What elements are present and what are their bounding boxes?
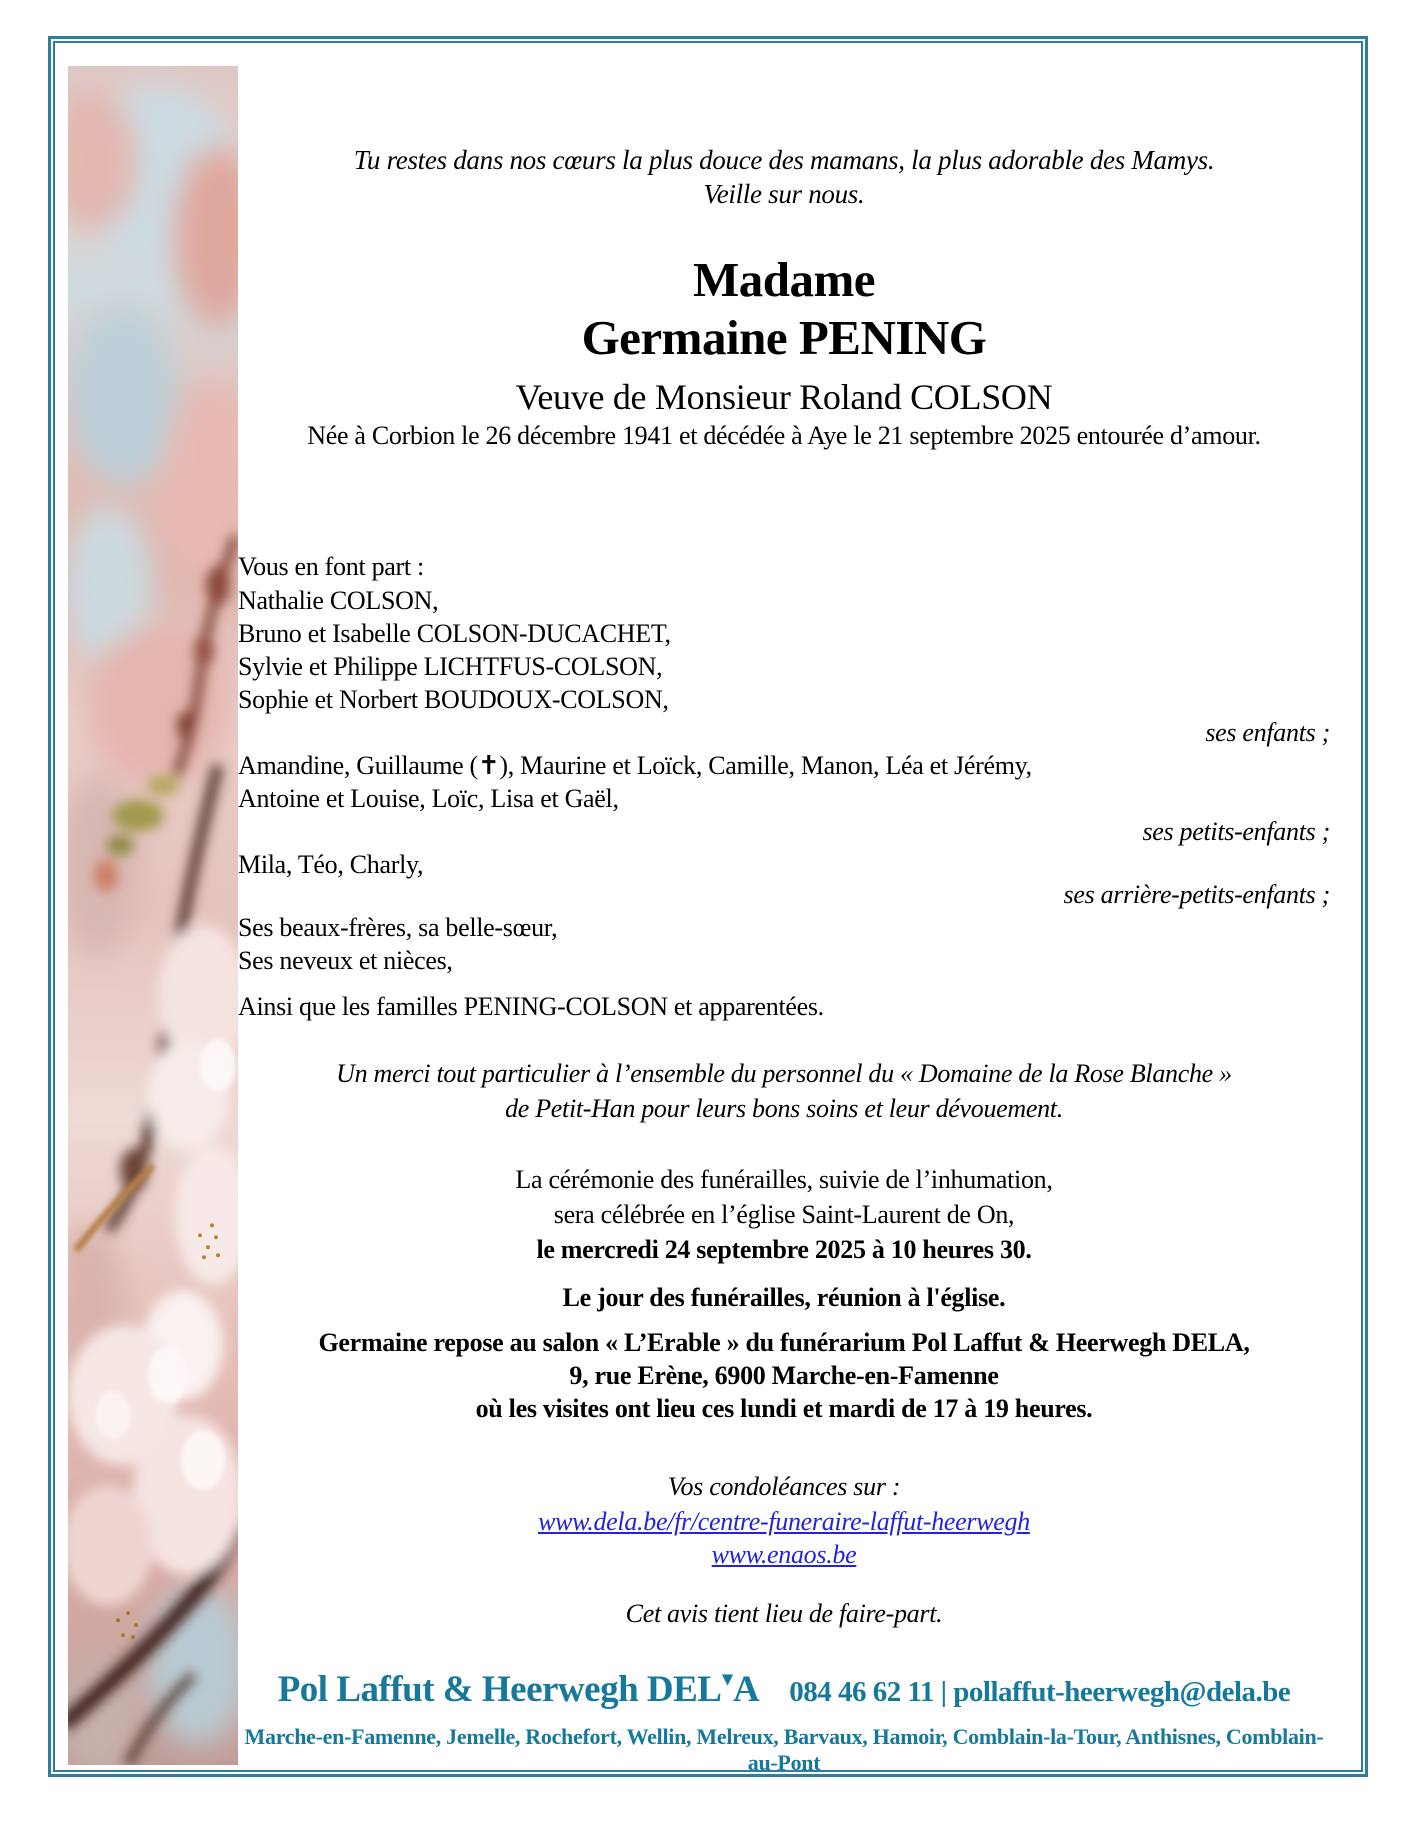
ceremony-reunion-line: Le jour des funérailles, réunion à l'église. (562, 1283, 1006, 1312)
condolences-link2-row (238, 1538, 1330, 1571)
condolences-label: Vos condoléances sur : (667, 1472, 901, 1501)
relatives-line2: Ses neveux et nièces, (238, 946, 453, 975)
dela-logo-mark: ▾ (722, 1668, 733, 1690)
repose-line3: où les visites ont lieu ces lundi et mardi de 17 à 19 heures. (475, 1394, 1093, 1423)
ceremony-line1: La cérémonie des funérailles, suivie de l’inhumation, (515, 1165, 1053, 1194)
deceased-name: Germaine PENING (581, 310, 987, 365)
thanks-line2: de Petit-Han pour leurs bons soins et leur dévouement. (505, 1094, 1063, 1123)
repose-line1: Germaine repose au salon « L’Erable » du funérarium Pol Laffut & Heerwegh DELA, (318, 1328, 1250, 1357)
grandchildren-line: Antoine et Louise, Loïc, Lisa et Gaël, (238, 784, 619, 813)
life-dates-line: Née à Corbion le 26 décembre 1941 et décédée à Aye le 21 septembre 2025 entourée d’amour. (307, 421, 1261, 450)
enaos-link[interactable]: www.enaos.be (711, 1540, 857, 1569)
condolences-link1-row (238, 1505, 1330, 1538)
relatives-line1: Ses beaux-frères, sa belle-sœur, (238, 913, 558, 942)
grandchildren-label: ses petits-enfants ; (1142, 817, 1330, 846)
ceremony-date-line: le mercredi 24 septembre 2025 à 10 heures 30. (536, 1235, 1032, 1264)
funeral-home-footer (238, 1666, 1330, 1711)
widow-of-line: Veuve de Monsieur Roland COLSON (515, 377, 1053, 417)
announcement-intro: Vous en font part : (238, 552, 424, 581)
ceremony-line2: sera célébrée en l’église Saint-Laurent de On, (553, 1200, 1015, 1229)
grandchildren-line: Amandine, Guillaume (✝), Maurine et Loïck, Camille, Manon, Léa et Jérémy, (238, 751, 1032, 780)
families-line: Ainsi que les familles PENING-COLSON et apparentées. (238, 992, 824, 1021)
footer-cities: Marche-en-Famenne, Jemelle, Rochefort, Wellin, Melreux, Barvaux, Hamoir, Comblain-la-Tour, Anthisnes, Comblain-au-Pont (244, 1724, 1324, 1775)
children-line: Nathalie COLSON, (238, 586, 439, 615)
memorial-quote-line1: Tu restes dans nos cœurs la plus douce des mamans, la plus adorable des Mamys. (353, 145, 1215, 175)
great-grandchildren-label: ses arrière-petits-enfants ; (1063, 880, 1330, 909)
cherry-blossom-photo (68, 66, 238, 1765)
repose-line2: 9, rue Erène, 6900 Marche-en-Famenne (569, 1361, 999, 1390)
children-line: Bruno et Isabelle COLSON-DUCACHET, (238, 619, 671, 648)
dela-logo: Pol Laffut & Heerwegh DEL▾A (277, 1668, 760, 1710)
notice-line: Cet avis tient lieu de faire-part. (625, 1599, 943, 1628)
great-grandchildren-line: Mila, Téo, Charly, (238, 850, 424, 879)
children-line: Sophie et Norbert BOUDOUX-COLSON, (238, 685, 669, 714)
children-line: Sylvie et Philippe LICHTFUS-COLSON, (238, 652, 663, 681)
children-label: ses enfants ; (1205, 718, 1330, 747)
deceased-title: Madame (692, 252, 876, 307)
dela-condolences-link[interactable]: www.dela.be/fr/centre-funeraire-laffut-heerwegh (538, 1507, 1030, 1536)
thanks-line1: Un merci tout particulier à l’ensemble du personnel du « Domaine de la Rose Blanche » (336, 1059, 1232, 1088)
footer-contact: 084 46 62 11 | pollaffut-heerwegh@dela.be (789, 1676, 1291, 1708)
memorial-quote-line2: Veille sur nous. (703, 179, 865, 209)
